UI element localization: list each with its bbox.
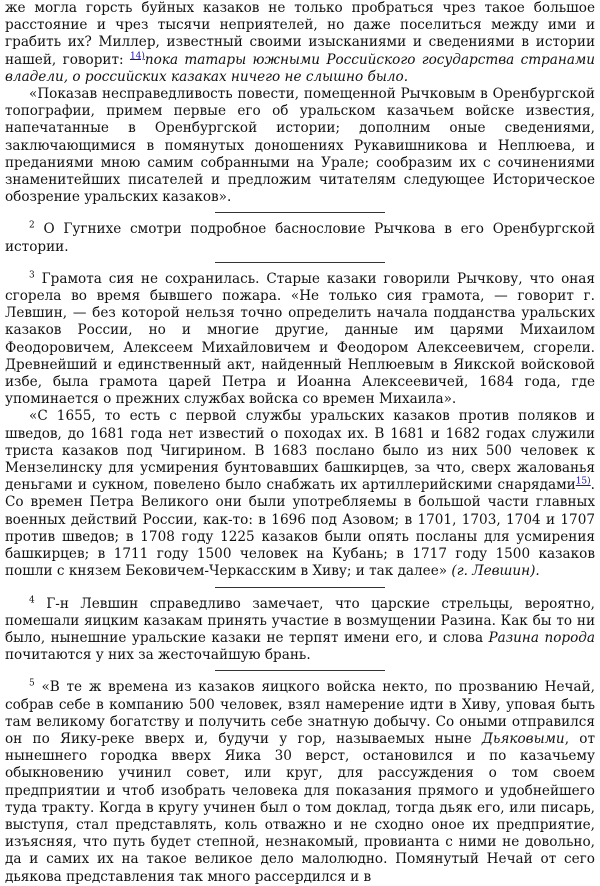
intro-paragraph (5, 0, 595, 86)
footnote-3-attribution: (г. Левшин). (451, 563, 540, 580)
footnote-divider (215, 670, 385, 671)
footnote-3-text: Грамота сия не сохранилась. Старые казаки говорили Рычкову, что оная сгорела во время бывшего пожара. «Не только сия грамота, — говорит г. Левшин, — без которой нельзя точно определить начала подданства уральских казаков России, но и многие другие, данные им царями Михаилом Феодоровичем, Алексеем Михайловичем и Феодором Алексеевичем, сгорели. Древнейший и единственный акт, найденный Неплюевым в Яикской войсковой избе, была грамота царей Петра и Иоанна Алексеевичей, 1684 года, где упоминается о прежних службах войска со времен Михаила». (5, 270, 595, 408)
footnote-4-italic: Разина порода (488, 629, 595, 646)
footnote-3-text-a: «С 1655, то есть с первой службы уральских казаков против поляков и шведов, до 1681 года нет известий о походах их. В 1681 и 1682 годах служили триста казаков под Чигирином. В 1683 послано было из них 500 человек к Мензелинску для усмирения бунтовавших башкирцев, за что, сверх жалованья деньгами и сукном, повелено было снабжать их артиллерийскими снарядами (5, 408, 595, 494)
footnote-2-number: 2 (29, 220, 35, 231)
footnote-3-number: 3 (29, 270, 35, 281)
footnote-4 (5, 596, 595, 665)
footnote-3-text-b: . Со времен Петра Великого они были употребляемы в большой части главных военных действий России, как-то: в 1696 под Азовом; в 1701, 1703, 1704 и 1707 против шведов; в 1708 году 1225 казаков были опять посланы для усмирения башкирцев; в 1711 году 1500 человек на Кубань; в 1717 году 1500 казаков пошли с князем Бековичем-Черкасским в Хиву; и так далее» (5, 477, 595, 580)
footnote-divider (215, 587, 385, 588)
miller-quote: пока татары южными Российского государства странами владели, о российских казаках ничего не слышно было. (5, 51, 595, 85)
historical-review-quote: «Показав несправедливость повести, помещенной Рычковым в Оренбургской топографии, примем первые его об уральском казачьем войске известия, напечатанные в Оренбургской истории; дополним оные сведениями, заключающимися в помянутых доношениях Рукавишникова и Неплюева, и преданиями мною самим собранными на Урале; сообразим их с сочинениями знаменитейших писателей и предложим читателям следующее Историческое обозрение уральских казаков». (5, 86, 595, 206)
footnote-5-italic: Дьяковыми (481, 730, 565, 747)
footnote-5-number: 5 (29, 678, 35, 689)
footnote-5-text-b: , от нынешнего городка вверх Яика 30 верст, остановился и по казачьему обыкновению учинил совет, или круг, для рассуждения о том своем предприятии и чтоб изобрать человека для показания прямого и удобнейшего туда тракту. Когда в кругу учинен был о том доклад, тогда дьяк его, или писарь, выступя, стал представлять, коль отважно и не сходно оное их предприятие, изъясняя, что путь будет степной, незнакомый, провианта с ними не довольно, да и самих их на такое великое дело малолюдно. Помянутый Нечай от сего дьякова представления так много рассердился и в (5, 730, 595, 885)
footnote-5-text-a: «В те ж времена из казаков яицкого войска некто, по прозванию Нечай, собрав себе в компанию 500 человек, взял намерение идти в Хиву, уповая быть там великому богатству и получить себе знатную добычу. Со оными отправился он по Яику-реке вверх и, будучи у гор, называемых ныне (5, 679, 595, 747)
footnote-ref-14[interactable]: 14) (129, 51, 145, 62)
footnote-3-paragraph-2 (5, 408, 595, 580)
footnote-4-text-b: почитаются у них за жесточайшую брань. (5, 647, 311, 664)
footnote-divider (215, 262, 385, 263)
footnote-3-paragraph-1 (5, 271, 595, 409)
footnote-4-number: 4 (29, 594, 35, 605)
footnote-2 (5, 221, 595, 255)
footnote-divider (215, 212, 385, 213)
intro-text: же могла горсть буйных казаков не только пробраться чрез такое большое расстояние и чрез тысячи неприятелей, но даже поселиться между ими и грабить их? Миллер, известный своими изысканиями и сведениями в истории нашей, говорит: (5, 0, 595, 68)
footnote-5 (5, 679, 595, 885)
footnote-4-text-a: Г-н Левшин справедливо замечает, что царские стрельцы, вероятно, помешали яицким казакам принять участие в возмущении Разина. Как бы то ни было, нынешние уральские казаки не терпят имени его, и слова (5, 595, 595, 646)
footnote-2-text: О Гугнихе смотри подробное баснословие Рычкова в его Оренбургской истории. (5, 221, 595, 255)
footnote-ref-15[interactable]: 15) (575, 476, 591, 487)
document-page (5, 0, 595, 886)
